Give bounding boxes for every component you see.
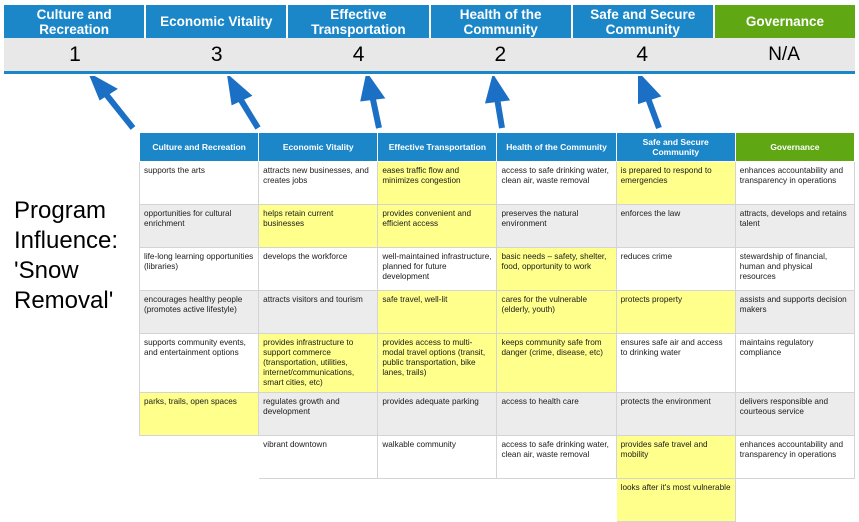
matrix-cell-highlighted: helps retain current businesses [259, 205, 378, 248]
matrix-cell: access to safe drinking water, clean air, waste removal [497, 162, 616, 205]
matrix-cell-highlighted: cares for the vulnerable (elderly, youth) [497, 291, 616, 334]
matrix-cell: vibrant downtown [259, 436, 378, 479]
matrix-row [140, 162, 855, 205]
matrix-row [140, 479, 855, 522]
matrix-cell: provides adequate parking [378, 393, 497, 436]
matrix-column-header: Health of the Community [497, 133, 616, 162]
matrix-column-header: Effective Transportation [378, 133, 497, 162]
matrix-cell: well-maintained infrastructure, planned for future development [378, 248, 497, 291]
matrix-row [140, 248, 855, 291]
matrix-cell-highlighted: is prepared to respond to emergencies [616, 162, 735, 205]
matrix-cell: regulates growth and development [259, 393, 378, 436]
strategic-results-matrix [139, 132, 855, 522]
matrix-cell: supports community events, and entertainment options [140, 334, 259, 393]
strategic-result-score: 4 [571, 38, 713, 71]
matrix-cell: maintains regulatory compliance [735, 334, 854, 393]
program-influence-label: Program Influence: 'Snow Removal' [14, 197, 119, 314]
matrix-cell: preserves the natural environment [497, 205, 616, 248]
matrix-body [140, 162, 855, 522]
matrix-cell: encourages healthy people (promotes active lifestyle) [140, 291, 259, 334]
strategic-result-score: 3 [146, 38, 288, 71]
matrix-cell: reduces crime [616, 248, 735, 291]
strategic-result-score: 1 [4, 38, 146, 71]
matrix-row [140, 205, 855, 248]
matrix-cell: access to health care [497, 393, 616, 436]
matrix-cell [497, 479, 616, 522]
matrix-cell: walkable community [378, 436, 497, 479]
strategic-result-header-cell: Culture and Recreation [4, 5, 146, 38]
matrix-cell: enhances accountability and transparency in operations [735, 436, 854, 479]
matrix-row [140, 393, 855, 436]
strategic-result-header-cell: Safe and Secure Community [573, 5, 715, 38]
matrix-cell-highlighted: provides infrastructure to support commerce (transportation, utilities, internet/communications, smart cities, etc) [259, 334, 378, 393]
matrix-cell-highlighted: safe travel, well-lit [378, 291, 497, 334]
matrix-cell-highlighted: protects property [616, 291, 735, 334]
matrix-cell-highlighted: looks after it's most vulnerable [616, 479, 735, 522]
strategic-result-header-cell: Governance [715, 5, 855, 38]
matrix-cell [259, 479, 378, 522]
matrix-cell: supports the arts [140, 162, 259, 205]
strategic-result-score: N/A [713, 38, 855, 71]
matrix-cell: ensures safe air and access to drinking water [616, 334, 735, 393]
strategic-result-score: 4 [288, 38, 430, 71]
matrix-cell: stewardship of financial, human and physical resources [735, 248, 854, 291]
matrix-cell-highlighted: eases traffic flow and minimizes congestion [378, 162, 497, 205]
matrix-cell: develops the workforce [259, 248, 378, 291]
matrix-cell: opportunities for cultural enrichment [140, 205, 259, 248]
matrix-cell: access to safe drinking water, clean air, waste removal [497, 436, 616, 479]
matrix-cell-highlighted: provides convenient and efficient access [378, 205, 497, 248]
strategic-result-header-cell: Health of the Community [431, 5, 573, 38]
matrix-row [140, 291, 855, 334]
matrix-cell [735, 479, 854, 522]
strategic-result-score: 2 [429, 38, 571, 71]
matrix-cell: delivers responsible and courteous service [735, 393, 854, 436]
strategic-result-header [4, 5, 855, 38]
matrix-cell: enforces the law [616, 205, 735, 248]
matrix-cell-highlighted: provides safe travel and mobility [616, 436, 735, 479]
strategic-result-scores [4, 38, 855, 74]
matrix-cell: assists and supports decision makers [735, 291, 854, 334]
matrix-cell-highlighted: parks, trails, open spaces [140, 393, 259, 436]
matrix-row [140, 436, 855, 479]
matrix-row [140, 334, 855, 393]
influence-arrows [0, 76, 859, 136]
matrix-column-header: Safe and Secure Community [616, 133, 735, 162]
matrix-cell: protects the environment [616, 393, 735, 436]
matrix-cell-highlighted: basic needs – safety, shelter, food, opportunity to work [497, 248, 616, 291]
strategic-result-header-cell: Economic Vitality [146, 5, 288, 38]
matrix-column-header: Governance [735, 133, 854, 162]
matrix-cell: attracts new businesses, and creates jobs [259, 162, 378, 205]
matrix-header-row [140, 133, 855, 162]
matrix-cell: enhances accountability and transparency in operations [735, 162, 854, 205]
matrix-column-header: Culture and Recreation [140, 133, 259, 162]
matrix-cell [140, 479, 259, 522]
matrix-cell: attracts visitors and tourism [259, 291, 378, 334]
matrix-cell: life-long learning opportunities (libraries) [140, 248, 259, 291]
matrix-cell-highlighted: keeps community safe from danger (crime, disease, etc) [497, 334, 616, 393]
matrix-cell-highlighted: provides access to multi-modal travel options (transit, public transportation, bike lanes, trails) [378, 334, 497, 393]
matrix-cell [140, 436, 259, 479]
matrix-cell: attracts, develops and retains talent [735, 205, 854, 248]
matrix-column-header: Economic Vitality [259, 133, 378, 162]
strategic-result-header-cell: Effective Transportation [288, 5, 430, 38]
matrix-cell [378, 479, 497, 522]
